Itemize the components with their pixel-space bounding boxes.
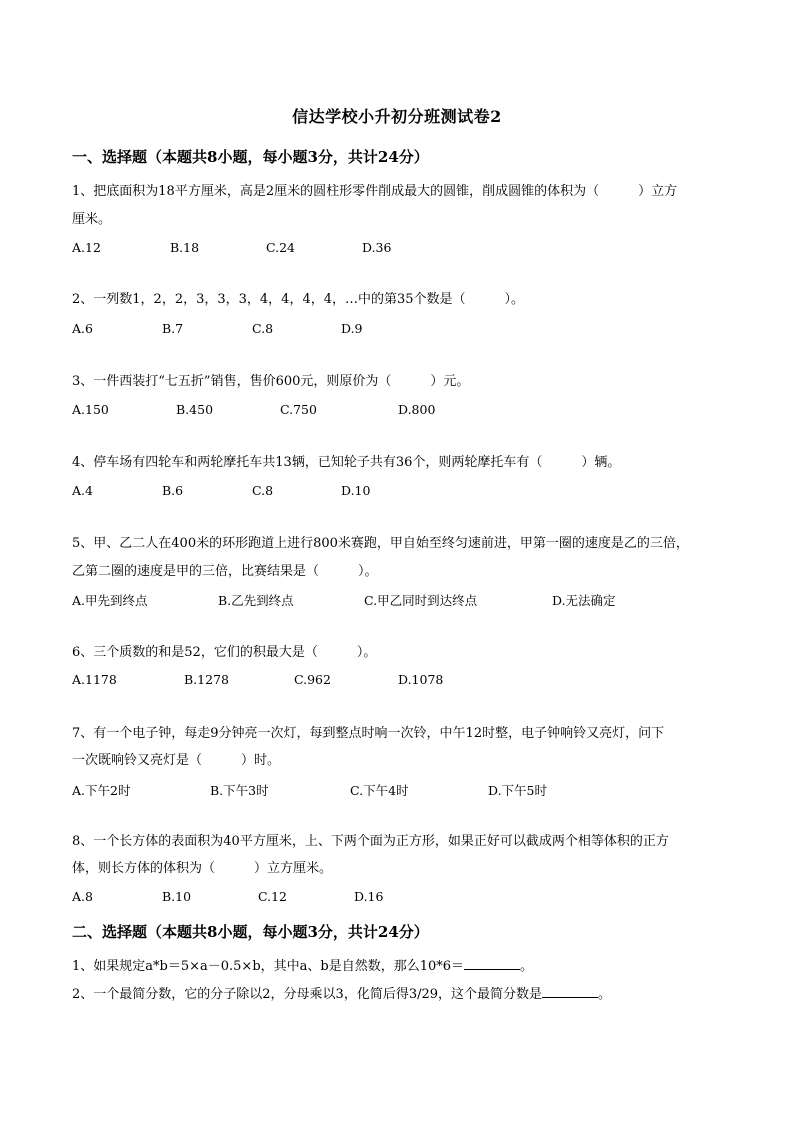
fill-question-2 — [72, 981, 732, 1009]
option-c[interactable]: C.甲乙同时到达终点 — [364, 593, 478, 608]
question-8-line-1: 8、一个长方体的表面积为40平方厘米，上、下两个面为正方形，如果正好可以截成两个相等体积的正方 — [72, 834, 669, 849]
option-d[interactable]: D.36 — [362, 240, 392, 255]
question-1-line-1: 1、把底面积为18平方厘米，高是2厘米的圆柱形零件削成最大的圆锥，削成圆锥的体积为（ ）立方 — [72, 184, 678, 199]
option-c[interactable]: C.8 — [252, 321, 274, 336]
question-5-line-1: 5、甲、乙二人在400米的环形跑道上进行800米赛跑，甲自始至终匀速前进，甲第一圈的速度是乙的三倍， — [72, 536, 689, 551]
option-c[interactable]: C.750 — [280, 402, 317, 417]
question-8-line-2: 体，则长方体的体积为（ ）立方厘米。 — [72, 861, 333, 876]
option-a[interactable]: A.150 — [72, 402, 109, 417]
question-1-line-2: 厘米。 — [72, 212, 112, 227]
question-7-line-2: 一次既响铃又亮灯是（ ）时。 — [72, 753, 281, 768]
question-7-line-1: 7、有一个电子钟，每走9分钟亮一次灯，每到整点时响一次铃，中午12时整，电子钟响铃又亮灯，问下 — [72, 726, 665, 741]
option-a[interactable]: A.8 — [72, 889, 93, 904]
question-4-line-1: 4、停车场有四轮车和两轮摩托车共13辆，已知轮子共有36个，则两轮摩托车有（ ）辆。 — [72, 455, 621, 470]
fill-question-2-end: 。 — [598, 987, 612, 1002]
fill-question-1-text: 1、如果规定a*b＝5×a－0.5×b，其中a、b是自然数，那么10*6＝ — [72, 959, 465, 974]
question-2-line-1: 2、一列数1，2，2，3，3，3，4，4，4，4，…中的第35个数是（ ）。 — [72, 292, 525, 307]
option-d[interactable]: D.16 — [354, 889, 384, 904]
answer-blank[interactable] — [542, 983, 598, 998]
option-c[interactable]: C.24 — [266, 240, 295, 255]
question-3-line-1: 3、一件西装打“七五折”销售，售价600元，则原价为（ ）元。 — [72, 374, 470, 389]
fill-question-1 — [72, 953, 732, 981]
option-b[interactable]: B.乙先到终点 — [218, 593, 294, 608]
option-a[interactable]: A.甲先到终点 — [72, 593, 148, 608]
option-b[interactable]: B.18 — [170, 240, 200, 255]
option-c[interactable]: C.下午4时 — [350, 783, 409, 798]
option-a[interactable]: A.6 — [72, 321, 93, 336]
question-5-line-2: 乙第二圈的速度是甲的三倍，比赛结果是（ ）。 — [72, 564, 378, 579]
option-c[interactable]: C.12 — [258, 889, 287, 904]
option-b[interactable]: B.7 — [162, 321, 184, 336]
fill-question-2-text: 2、一个最简分数，它的分子除以2，分母乘以3，化简后得3/29，这个最简分数是 — [72, 987, 543, 1002]
option-d[interactable]: D.下午5时 — [488, 783, 548, 798]
option-b[interactable]: B.下午3时 — [210, 783, 269, 798]
option-d[interactable]: D.无法确定 — [552, 593, 616, 608]
option-d[interactable]: D.1078 — [398, 672, 444, 687]
option-a[interactable]: A.12 — [72, 240, 101, 255]
option-d[interactable]: D.10 — [341, 483, 371, 498]
option-b[interactable]: B.1278 — [184, 672, 229, 687]
fill-question-1-end: 。 — [520, 959, 534, 974]
option-a[interactable]: A.下午2时 — [72, 783, 131, 798]
section-1-heading: 一、选择题（本题共8小题，每小题3分，共计24分） — [72, 148, 429, 166]
option-a[interactable]: A.1178 — [72, 672, 117, 687]
option-b[interactable]: B.450 — [176, 402, 214, 417]
option-b[interactable]: B.10 — [162, 889, 192, 904]
page-title: 信达学校小升初分班测试卷2 — [292, 107, 502, 126]
option-c[interactable]: C.8 — [252, 483, 274, 498]
option-c[interactable]: C.962 — [294, 672, 331, 687]
answer-blank[interactable] — [464, 955, 520, 970]
option-d[interactable]: D.9 — [341, 321, 363, 336]
option-b[interactable]: B.6 — [162, 483, 184, 498]
option-d[interactable]: D.800 — [398, 402, 436, 417]
section-2-heading: 二、选择题（本题共8小题，每小题3分，共计24分） — [72, 923, 429, 941]
question-6-line-1: 6、三个质数的和是52，它们的积最大是（ ）。 — [72, 645, 377, 660]
option-a[interactable]: A.4 — [72, 483, 93, 498]
